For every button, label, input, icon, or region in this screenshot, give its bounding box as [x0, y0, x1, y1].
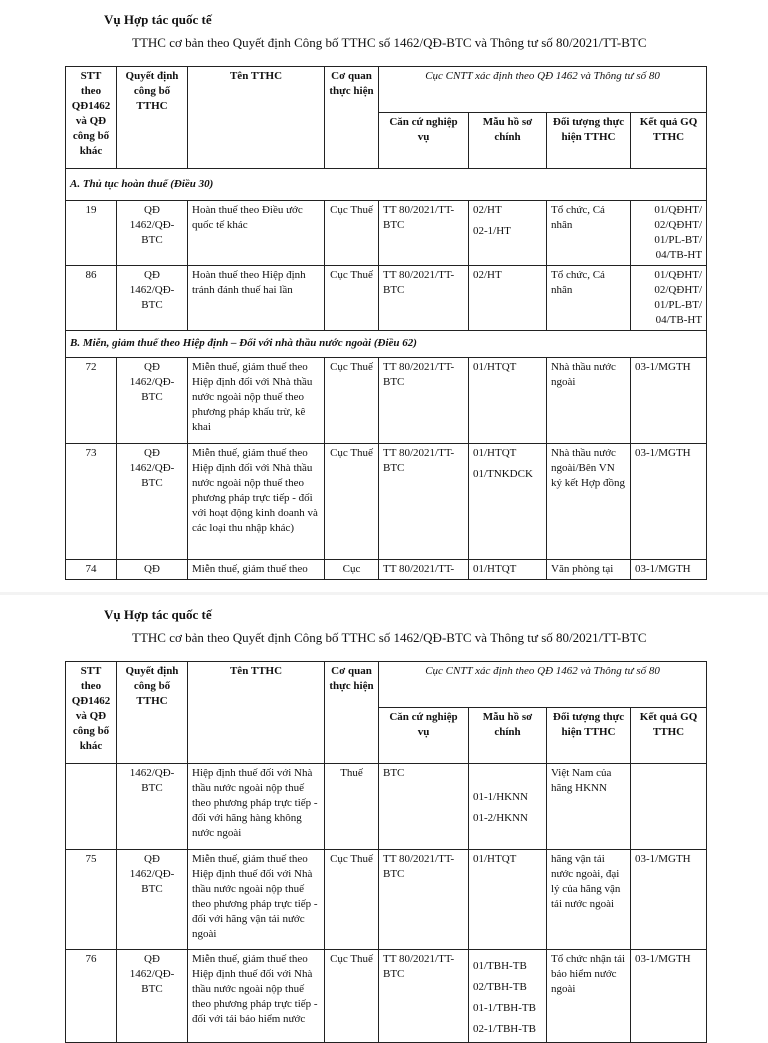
table-row [66, 764, 707, 850]
form-code: 02/HT [473, 204, 502, 216]
decision-cell: QĐ 1462/QĐ-BTC [117, 358, 188, 444]
header-subject: Đối tượng thực hiện TTHC [547, 113, 631, 169]
agency-cell: Cục Thuế [325, 358, 379, 444]
table-row [66, 560, 707, 580]
table-row [66, 444, 707, 560]
header-group: Cục CNTT xác định theo QĐ 1462 và Thông tư số 80 [379, 67, 707, 113]
procedure-name-cell: Miễn thuế, giảm thuế theo Hiệp định thuế đối với Nhà thầu nước ngoài nộp thuế theo phương pháp trực tiếp - đối với hãng vận tải nước ngoài [188, 850, 325, 950]
form-code: 01-2/HKNN [473, 812, 528, 824]
table-row [66, 266, 707, 331]
document-subtitle: TTHC cơ bản theo Quyết định Công bố TTHC số 1462/QĐ-BTC và Thông tư số 80/2021/TT-BTC [132, 630, 647, 645]
header-subject: Đối tượng thực hiện TTHC [547, 708, 631, 764]
stt-cell: 86 [66, 266, 117, 331]
form-cell [469, 201, 547, 266]
agency-cell: Cục Thuế [325, 201, 379, 266]
section-b: B. Miễn, giảm thuế theo Hiệp định – Đối với nhà thầu nước ngoài (Điều 62) [66, 331, 707, 358]
procedure-name-cell: Hoàn thuế theo Điều ước quốc tế khác [188, 201, 325, 266]
header-stt: STT theo QĐ1462 và QĐ công bố khác [66, 67, 117, 169]
header-stt: STT theo QĐ1462 và QĐ công bố khác [66, 662, 117, 764]
decision-cell: 1462/QĐ-BTC [117, 764, 188, 850]
form-code: 02-1/HT [473, 225, 511, 237]
result-cell: 01/QĐHT/ 02/QĐHT/ 01/PL-BT/ 04/TB-HT [631, 266, 707, 331]
header-form: Mẫu hồ sơ chính [469, 113, 547, 169]
form-cell [469, 444, 547, 560]
stt-cell: 19 [66, 201, 117, 266]
form-cell: 01/HTQT [469, 560, 547, 580]
procedure-name-cell: Miễn thuế, giảm thuế theo Hiệp định đối với Nhà thầu nước ngoài nộp thuế theo phương pháp khấu trừ, kê khai [188, 358, 325, 444]
table-row [66, 201, 707, 266]
subject-cell: hãng vận tải nước ngoài, đại lý của hãng vận tải nước ngoài [547, 850, 631, 950]
page-divider [0, 592, 768, 595]
subject-cell: Văn phòng tại [547, 560, 631, 580]
agency-cell: Cục Thuế [325, 850, 379, 950]
legal-basis-cell: TT 80/2021/TT-BTC [379, 444, 469, 560]
procedure-name-cell: Hiệp định thuế đối với Nhà thầu nước ngoài nộp thuế theo phương pháp trực tiếp - đối với hãng hàng không nước ngoài [188, 764, 325, 850]
table-row [66, 950, 707, 1043]
subject-cell: Tổ chức, Cá nhân [547, 266, 631, 331]
decision-cell: QĐ 1462/QĐ-BTC [117, 266, 188, 331]
stt-cell: 74 [66, 560, 117, 580]
form-code: 01-1/HKNN [473, 791, 528, 803]
procedure-table [65, 66, 707, 580]
procedure-name-cell: Miễn thuế, giảm thuế theo Hiệp định thuế đối với Nhà thầu nước ngoài nộp thuế theo phương pháp trực tiếp - đối với tái bảo hiểm nước [188, 950, 325, 1043]
table-row [66, 850, 707, 950]
header-decision: Quyết định công bố TTHC [117, 662, 188, 764]
procedure-name-cell: Miễn thuế, giảm thuế theo Hiệp định đối với Nhà thầu nước ngoài nộp thuế theo phương pháp trực tiếp - đối với hoạt động kinh doanh và các loại thu nhập khác) [188, 444, 325, 560]
header-agency: Cơ quan thực hiện [325, 67, 379, 169]
subject-cell: Nhà thầu nước ngoài/Bên VN ký kết Hợp đồng [547, 444, 631, 560]
result-cell: 03-1/MGTH [631, 560, 707, 580]
legal-basis-cell: TT 80/2021/TT-BTC [379, 950, 469, 1043]
result-cell [631, 764, 707, 850]
document-subtitle: TTHC cơ bản theo Quyết định Công bố TTHC số 1462/QĐ-BTC và Thông tư số 80/2021/TT-BTC [132, 35, 647, 50]
decision-cell: QĐ [117, 560, 188, 580]
subject-cell: Việt Nam của hãng HKNN [547, 764, 631, 850]
subject-cell: Nhà thầu nước ngoài [547, 358, 631, 444]
legal-basis-cell: TT 80/2021/TT- [379, 560, 469, 580]
form-cell: 02/HT [469, 266, 547, 331]
procedure-name-cell: Miễn thuế, giảm thuế theo [188, 560, 325, 580]
legal-basis-cell: TT 80/2021/TT-BTC [379, 201, 469, 266]
result-cell: 03-1/MGTH [631, 850, 707, 950]
header-result: Kết quả GQ TTHC [631, 113, 707, 169]
table-row [66, 358, 707, 444]
procedure-name-cell: Hoàn thuế theo Hiệp định tránh đánh thuế hai lần [188, 266, 325, 331]
agency-cell: Cục Thuế [325, 444, 379, 560]
form-cell [469, 950, 547, 1043]
header-legal-basis: Căn cứ nghiệp vụ [379, 708, 469, 764]
agency-cell: Thuế [325, 764, 379, 850]
agency-cell: Cục Thuế [325, 266, 379, 331]
form-cell: 01/HTQT [469, 358, 547, 444]
department-heading: Vụ Hợp tác quốc tế [104, 12, 212, 27]
stt-cell [66, 764, 117, 850]
agency-cell: Cục [325, 560, 379, 580]
header-procedure-name: Tên TTHC [188, 67, 325, 169]
department-heading: Vụ Hợp tác quốc tế [104, 607, 212, 622]
result-cell: 01/QĐHT/ 02/QĐHT/ 01/PL-BT/ 04/TB-HT [631, 201, 707, 266]
legal-basis-cell: BTC [379, 764, 469, 850]
procedure-table [65, 661, 707, 1043]
header-result: Kết quả GQ TTHC [631, 708, 707, 764]
header-legal-basis: Căn cứ nghiệp vụ [379, 113, 469, 169]
decision-cell: QĐ 1462/QĐ-BTC [117, 444, 188, 560]
header-form: Mẫu hồ sơ chính [469, 708, 547, 764]
form-cell [469, 764, 547, 850]
form-code: 01-1/TBH-TB [473, 1002, 536, 1014]
header-agency: Cơ quan thực hiện [325, 662, 379, 764]
result-cell: 03-1/MGTH [631, 444, 707, 560]
form-code: 01/TBH-TB [473, 960, 527, 972]
decision-cell: QĐ 1462/QĐ-BTC [117, 850, 188, 950]
section-a: A. Thủ tục hoàn thuế (Điều 30) [66, 169, 707, 201]
result-cell: 03-1/MGTH [631, 950, 707, 1043]
legal-basis-cell: TT 80/2021/TT-BTC [379, 358, 469, 444]
stt-cell: 72 [66, 358, 117, 444]
legal-basis-cell: TT 80/2021/TT-BTC [379, 850, 469, 950]
form-cell: 01/HTQT [469, 850, 547, 950]
decision-cell: QĐ 1462/QĐ-BTC [117, 950, 188, 1043]
header-procedure-name: Tên TTHC [188, 662, 325, 764]
stt-cell: 73 [66, 444, 117, 560]
decision-cell: QĐ 1462/QĐ-BTC [117, 201, 188, 266]
subject-cell: Tổ chức, Cá nhân [547, 201, 631, 266]
form-code: 02/TBH-TB [473, 981, 527, 993]
form-code: 02-1/TBH-TB [473, 1023, 536, 1035]
header-decision: Quyết định công bố TTHC [117, 67, 188, 169]
header-group: Cục CNTT xác định theo QĐ 1462 và Thông tư số 80 [379, 662, 707, 708]
agency-cell: Cục Thuế [325, 950, 379, 1043]
form-code: 01/HTQT [473, 447, 517, 459]
form-code: 01/TNKDCK [473, 468, 533, 480]
result-cell: 03-1/MGTH [631, 358, 707, 444]
legal-basis-cell: TT 80/2021/TT-BTC [379, 266, 469, 331]
subject-cell: Tổ chức nhận tái bảo hiểm nước ngoài [547, 950, 631, 1043]
stt-cell: 76 [66, 950, 117, 1043]
stt-cell: 75 [66, 850, 117, 950]
